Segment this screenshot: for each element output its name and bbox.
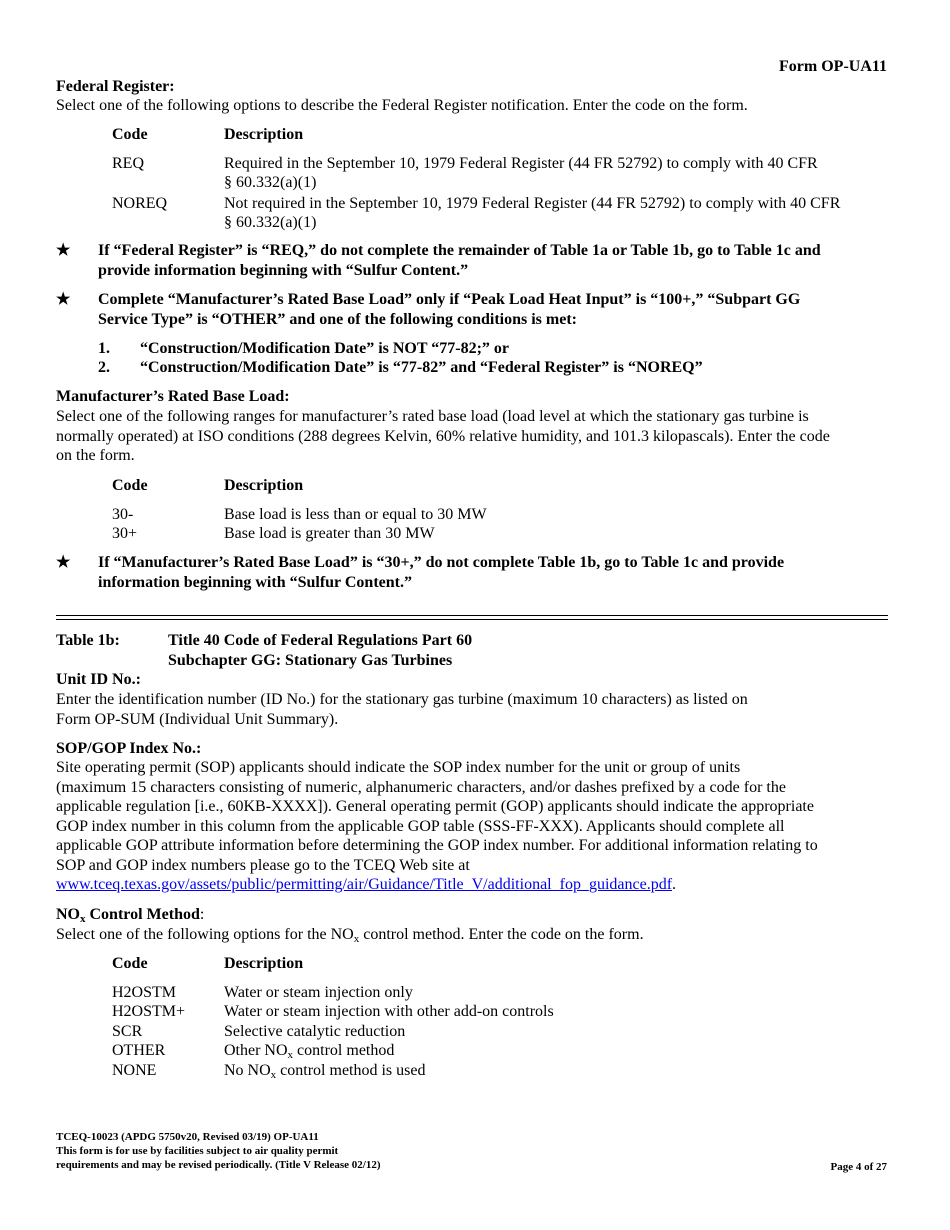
description-column-header: Description xyxy=(224,126,304,143)
title-colon: : xyxy=(199,906,205,923)
base-load-title: Manufacturer’s Rated Base Load: xyxy=(56,388,290,405)
code-cell: H2OSTM+ xyxy=(112,1003,186,1020)
note-line: Service Type” is “OTHER” and one of the following conditions is met: xyxy=(98,310,577,328)
nox-code-table xyxy=(112,954,887,1080)
base-load-code-table xyxy=(112,476,887,544)
code-column-header: Code xyxy=(112,955,148,972)
condition-1 xyxy=(98,339,509,359)
description-cell: Required in the September 10, 1979 Federal Register (44 FR 52792) to comply with 40 CFR xyxy=(224,154,818,172)
code-cell: 30- xyxy=(112,505,134,523)
title-line: Subchapter GG: Stationary Gas Turbines xyxy=(168,651,453,669)
code-column-header: Code xyxy=(112,477,148,494)
description-cell xyxy=(224,1041,887,1061)
description-cell xyxy=(224,1061,887,1081)
desc-subscript: x xyxy=(287,1049,294,1061)
paragraph-line: applicable GOP attribute information before determining the GOP index number. For additional information relating to xyxy=(56,837,818,854)
tceq-guidance-link[interactable]: www.tceq.texas.gov/assets/public/permitting/air/Guidance/Title_V/additional_fop_guidance.pdf xyxy=(56,876,673,893)
table-row xyxy=(112,505,887,525)
table-row xyxy=(112,524,887,544)
section-divider xyxy=(56,619,888,620)
description-cell: Water or steam injection only xyxy=(224,983,413,1001)
note-federal-register xyxy=(98,241,888,280)
paragraph-line: Enter the identification number (ID No.) for the stationary gas turbine (maximum 10 characters) as listed on xyxy=(56,691,748,708)
federal-register-code-table xyxy=(112,125,887,233)
note-line: If “Federal Register” is “REQ,” do not complete the remainder of Table 1a or Table 1b, go to Table 1c and xyxy=(98,242,821,259)
title-line: Title 40 Code of Federal Regulations Part 60 xyxy=(168,632,473,649)
sop-gop-title: SOP/GOP Index No.: xyxy=(56,740,202,757)
title-subscript: x xyxy=(80,913,86,925)
page-number: Page 4 of 27 xyxy=(830,1161,887,1173)
federal-register-intro: Select one of the following options to describe the Federal Register notification. Enter the code on the form. xyxy=(56,97,748,114)
note-base-load-conditions xyxy=(98,290,888,329)
note-line: provide information beginning with “Sulfur Content.” xyxy=(98,261,469,279)
paragraph-line: on the form. xyxy=(56,447,135,464)
note-line: If “Manufacturer’s Rated Base Load” is “30+,” do not complete Table 1b, go to Table 1c and provide xyxy=(98,554,785,571)
federal-register-title: Federal Register: xyxy=(56,78,175,95)
code-cell: NONE xyxy=(112,1061,157,1079)
intro-subscript: x xyxy=(353,933,360,945)
table-row xyxy=(112,194,887,233)
table-row xyxy=(112,1041,887,1061)
desc-part: control method is used xyxy=(276,1061,426,1079)
description-cell: Selective catalytic reduction xyxy=(224,1022,406,1040)
desc-subscript: x xyxy=(270,1068,277,1081)
paragraph-line: (maximum 15 characters consisting of numeric, alphanumeric characters, and/or dashes prefixed by a code for the xyxy=(56,778,786,796)
base-load-intro xyxy=(56,407,888,466)
condition-number: 2. xyxy=(98,359,110,376)
section-divider xyxy=(56,615,888,616)
form-id: Form OP-UA11 xyxy=(779,58,887,75)
desc-part: No NO xyxy=(224,1061,271,1079)
code-cell: NOREQ xyxy=(112,194,168,212)
description-cell: Base load is greater than 30 MW xyxy=(224,525,435,542)
paragraph-line: Form OP-SUM (Individual Unit Summary). xyxy=(56,710,339,728)
code-column-header: Code xyxy=(112,126,148,143)
note-line: information beginning with “Sulfur Content.” xyxy=(98,573,412,591)
description-cell: Base load is less than or equal to 30 MW xyxy=(224,505,487,523)
description-cell: Water or steam injection with other add-on controls xyxy=(224,1003,554,1020)
note-base-load-30plus xyxy=(98,553,888,592)
sop-gop-text xyxy=(56,758,888,895)
table-row xyxy=(112,1061,887,1081)
paragraph-line: GOP index number in this column from the applicable GOP table (SSS-FF-XXX). Applicants should complete all xyxy=(56,817,785,835)
code-cell: SCR xyxy=(112,1022,143,1040)
paragraph-line: SOP and GOP index numbers please go to the TCEQ Web site at xyxy=(56,856,470,874)
code-cell: REQ xyxy=(112,154,144,172)
condition-number: 1. xyxy=(98,340,110,357)
code-cell: OTHER xyxy=(112,1042,166,1059)
nox-title xyxy=(56,905,204,925)
note-line: Complete “Manufacturer’s Rated Base Load” only if “Peak Load Heat Input” is “100+,” “Subpart GG xyxy=(98,291,801,308)
title-part: NO xyxy=(56,906,80,923)
code-cell: 30+ xyxy=(112,525,138,542)
period: . xyxy=(672,876,677,893)
description-cell-cont: § 60.332(a)(1) xyxy=(224,214,317,231)
footer-line: TCEQ-10023 (APDG 5750v20, Revised 03/19) OP-UA11 xyxy=(56,1131,319,1143)
unit-id-text xyxy=(56,690,888,729)
code-cell: H2OSTM xyxy=(112,983,177,1001)
paragraph-line: Site operating permit (SOP) applicants should indicate the SOP index number for the unit or group of units xyxy=(56,759,741,776)
star-icon: ★ xyxy=(56,291,71,308)
form-footer xyxy=(56,1130,380,1172)
paragraph-line: applicable regulation [i.e., 60KB-XXXX]). General operating permit (GOP) applicants should indicate the appropriate xyxy=(56,798,814,815)
title-part: Control Method xyxy=(85,906,200,923)
intro-part: Select one of the following options for the NO xyxy=(56,926,354,943)
description-cell-cont: § 60.332(a)(1) xyxy=(224,174,317,191)
table-row xyxy=(112,1002,887,1022)
table-1b-label: Table 1b: xyxy=(56,632,120,649)
intro-part: control method. Enter the code on the form. xyxy=(359,926,644,943)
description-column-header: Description xyxy=(224,955,304,972)
description-column-header: Description xyxy=(224,477,304,494)
table-1b-title xyxy=(168,631,472,670)
table-row xyxy=(112,1022,887,1042)
nox-intro xyxy=(56,925,888,945)
condition-2 xyxy=(98,358,703,378)
description-cell: Not required in the September 10, 1979 Federal Register (44 FR 52792) to comply with 40 CFR xyxy=(224,194,841,212)
condition-text: “Construction/Modification Date” is NOT “77-82;” or xyxy=(140,340,510,357)
table-row xyxy=(112,983,887,1003)
condition-text: “Construction/Modification Date” is “77-82” and “Federal Register” is “NOREQ” xyxy=(140,359,703,376)
desc-part: Other NO xyxy=(224,1042,288,1059)
star-icon: ★ xyxy=(56,242,71,259)
star-icon: ★ xyxy=(56,554,71,571)
unit-id-title: Unit ID No.: xyxy=(56,671,141,688)
footer-line: This form is for use by facilities subject to air quality permit xyxy=(56,1145,339,1157)
table-row xyxy=(112,154,887,193)
footer-line: requirements and may be revised periodically. (Title V Release 02/12) xyxy=(56,1159,381,1171)
paragraph-line: Select one of the following ranges for manufacturer’s rated base load (load level at which the stationary gas turbine is xyxy=(56,408,809,425)
desc-part: control method xyxy=(293,1042,395,1059)
paragraph-line: normally operated) at ISO conditions (288 degrees Kelvin, 60% relative humidity, and 101.3 kilopascals). Enter the code xyxy=(56,427,830,445)
